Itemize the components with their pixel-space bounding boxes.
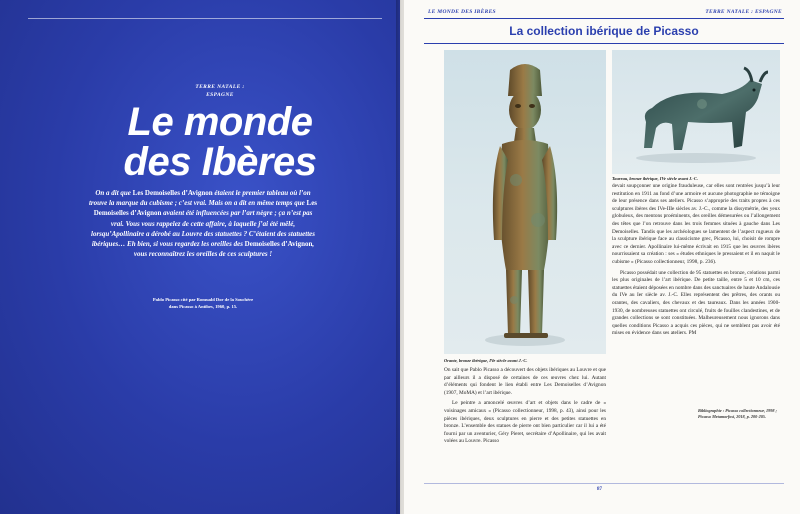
lead-title-segment: Demoiselles d’Avignon [244, 240, 313, 249]
header-rule [424, 18, 784, 19]
page-title [60, 102, 380, 182]
page-number: 87 [597, 487, 602, 492]
lead-text-segment: , vous reconnaîtrez les oreilles de ces sculptures ! [133, 240, 315, 259]
running-head-right: TERRE NATALE : ESPAGNE [705, 9, 782, 15]
kicker-line2: ESPAGNE [206, 92, 234, 98]
title-line2: des Ibères [123, 140, 317, 184]
col1-paragraph-2: Le peintre a amoncelé œuvres d’art et objets dans le cadre de « voisinages amicaux » (Picasso collectionneur, 1998, p. 43), ainsi pour les pièces ibériques, deux sculptures en pierre et des petites statuettes en bronze. L’ensemble des statues de pierre ont bien particulier car il lui a été fourni par un aventurier, Géry Pieret, secrétaire d’Apollinaire, qui les avait volées au Louvre. Picasso [444, 400, 606, 445]
orante-photo [444, 50, 606, 354]
top-rule [28, 18, 382, 19]
col1-paragraph-1: On sait que Pablo Picasso a découvert des objets ibériques au Louvre et que par ailleurs il a disposé de certaines de ces œuvres chez lui. Autant d’éléments qui fondent le lien établi entre Les Demoiselles d’Avignon (1907, MoMA) et l’art ibérique. [444, 367, 606, 396]
lead-text-segment: étaient le premier tableau où l’on trouve la marque du cubisme ; c’est vrai. Mais on a dit en même temps que [88, 189, 311, 208]
title-rule [424, 43, 784, 44]
orante-figure-illustration [444, 50, 606, 354]
lead-title-segment: Les Demoiselles d’Avignon [132, 189, 213, 197]
text-column-2 [612, 183, 780, 341]
article-title: La collection ibérique de Picasso [509, 24, 699, 38]
right-page [404, 0, 800, 514]
kicker-line1: TERRE NATALE : [195, 84, 245, 90]
source-line2: dans Picasso à Antibes, 1960, p. 15. [168, 303, 238, 309]
bibliography: Bibliographie : Picasso collectionneur, 1998 ; Picasso Metamorfosi, 2018, p. 200-205. [698, 408, 777, 419]
taureau-caption: Taureau, bronze ibérique, IVe siècle avant J.-C. [612, 176, 698, 181]
running-head-left: LE MONDE DES IBÈRES [428, 9, 496, 15]
lead-title-segment: Les Demoiselles d’Avignon [93, 199, 318, 218]
quote-source [118, 297, 288, 310]
footer-rule [424, 483, 784, 484]
text-column-1 [444, 367, 606, 449]
lead-text-segment: On a dit que [95, 189, 133, 197]
lead-text-segment: avaient été influencées par l’art nègre ; ça n’est pas vrai. Vous vous rappelez de cette affaire, à laquelle j’ai été mêlé, lorsqu’Apollinaire a dérobé au Louvre des statuettes ? C’étaient des statuettes ibériques… Eh bien, si vous regardez les oreilles des [91, 209, 315, 249]
taureau-figure-illustration [612, 50, 780, 174]
orante-caption: Orante, bronze ibérique, IVe siècle avant J.-C. [444, 358, 528, 363]
col2-paragraph-1: devait soupçonner une origine frauduleuse, car elles sont rentrées jusqu’à leur restitution en 1911 au fond d’une armoire et aucune photographie ne témoigne de leur présence dans ses ateliers. Picasso s’approprie des traits propres à ces sculptures ibères des IVe-IIIe siècles av. J.-C., comme la dissymétrie, des yeux globuleux, des mentons proéminents, des oreilles démesurées ou l’allongement des têtes que l’on retrouve dans les trois femmes situées à gauche dans Les Demoiselles. Tandis que les archéologues se lamentent de l’aspect rugueux de la sculpture ibérique face au classicisme grec, Picasso, lui, choisit de rompre avec ce dernier. Apollinaire lui-même écrivait en 1915 que les œuvres ibères nourrissaient sa création : ses « études ethniques le pressaient et il en naquit le cubisme » (Picasso collectionneur, 1998, p. 236). [612, 183, 780, 265]
source-line1: Pablo Picasso cité par Romuald Dor de la Souchère [152, 297, 254, 302]
kicker [150, 83, 290, 99]
lead-quote [88, 188, 318, 259]
taureau-photo [612, 50, 780, 174]
title-line1: Le monde [127, 100, 313, 144]
col2-paragraph-2: Picasso possédait une collection de 95 statuettes en bronze, créations parmi les plus originales de l’art ibérique. De petite taille, entre 5 et 10 cm, ces statuettes étaient déposées en nombre dans des sanctuaires de haute Andalousie du IVe au Ier siècle av. J.-C. Elles représentent des prêtres, des orants ou orantes, des cavaliers, des chevaux et des taureaux. Dans les années 1900-1930, de nombreuses statuettes ont circulé, fruits de fouilles clandestines, et de grandes collections se sont constituées. Malheureusement nous ignorons dans quelles conditions Picasso a acquis ces pièces, qui ne semblent pas avoir été mises en évidence dans ses ateliers. PM [612, 269, 780, 337]
